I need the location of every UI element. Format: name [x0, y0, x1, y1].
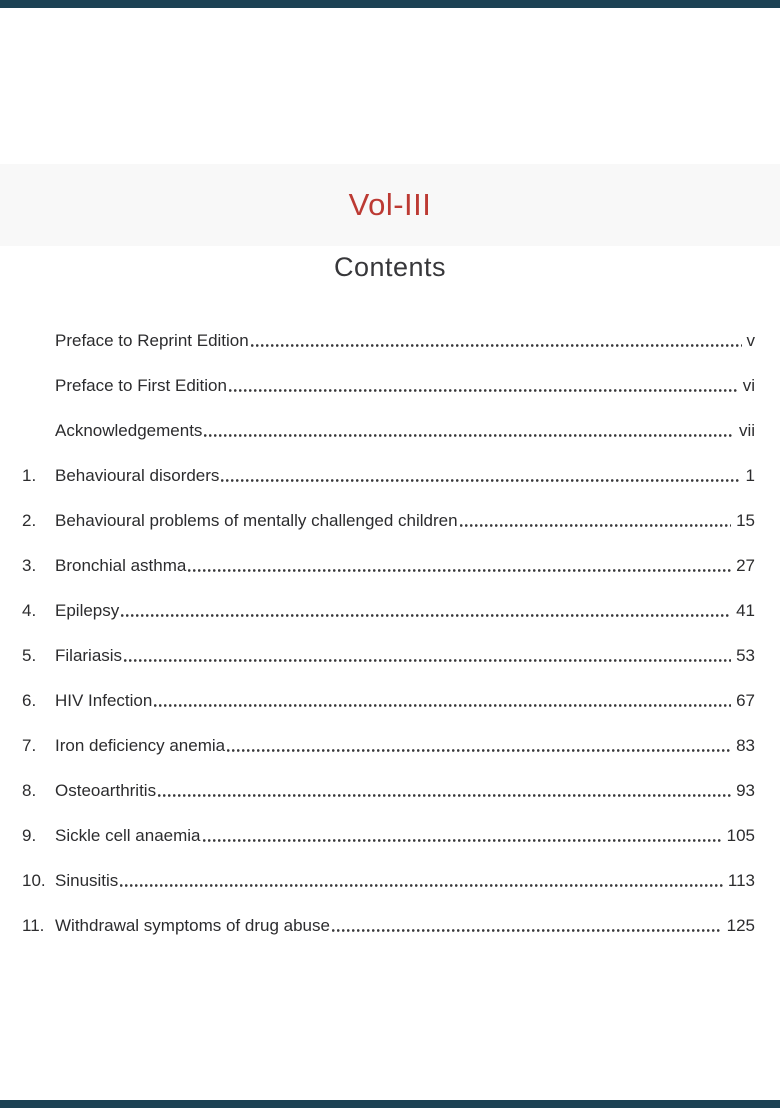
toc-entry-page: 113	[727, 871, 755, 890]
toc-entry-title: Behavioural disorders	[55, 466, 220, 485]
dot-leader	[154, 678, 731, 723]
dot-leader	[221, 453, 740, 498]
dot-leader	[203, 813, 722, 858]
dot-leader	[251, 318, 742, 363]
toc-row	[22, 678, 755, 723]
toc-row	[22, 903, 755, 948]
dot-leader	[332, 903, 722, 948]
toc-entry-number: 5.	[22, 646, 37, 665]
dot-leader	[120, 858, 723, 903]
toc-entry-title: Bronchial asthma	[55, 556, 187, 575]
toc-row	[22, 318, 755, 363]
toc-row	[22, 813, 755, 858]
toc-entry-page: 1	[745, 466, 755, 485]
toc-entry-number	[22, 318, 55, 363]
dot-leader	[188, 543, 731, 588]
dot-leader	[227, 723, 731, 768]
toc-entry-number	[22, 408, 55, 453]
toc-entry-page: 93	[736, 781, 755, 800]
toc-entry-title: Behavioural problems of mentally challenged children	[55, 511, 458, 530]
volume-title: Vol-III	[348, 187, 432, 222]
toc-entry-title: Preface to First Edition	[55, 376, 227, 395]
dot-leader	[124, 633, 731, 678]
toc-row	[22, 858, 755, 903]
toc-entry-number: 9.	[22, 826, 37, 845]
toc-entry-page: 105	[726, 826, 755, 845]
toc-entry-title: Preface to Reprint Edition	[55, 331, 249, 350]
toc-entry-page: v	[746, 331, 755, 350]
toc-entry-page: 41	[736, 601, 755, 620]
toc-entry-number: 7.	[22, 736, 37, 755]
toc-row	[22, 588, 755, 633]
dot-leader	[229, 363, 738, 408]
toc-entry-page: 67	[736, 691, 755, 710]
toc-entry-number: 2.	[22, 511, 37, 530]
toc-entry-title: Filariasis	[55, 646, 123, 665]
dot-leader	[460, 498, 732, 543]
toc-entry-title: Withdrawal symptoms of drug abuse	[55, 916, 330, 935]
toc-row	[22, 363, 755, 408]
volume-band	[0, 164, 780, 246]
toc-entry-page: 125	[726, 916, 755, 935]
toc-entry-number: 1.	[22, 466, 37, 485]
toc-list	[22, 318, 755, 948]
toc-entry-title: Osteoarthritis	[55, 781, 157, 800]
page-top-edge	[0, 0, 780, 8]
toc-entry-title: HIV Infection	[55, 691, 153, 710]
toc-row	[22, 723, 755, 768]
toc-entry-number: 11.	[22, 916, 45, 935]
toc-row	[22, 408, 755, 453]
toc-entry-page: 83	[736, 736, 755, 755]
toc-row	[22, 768, 755, 813]
toc-row	[22, 453, 755, 498]
toc-row	[22, 633, 755, 678]
dot-leader	[204, 408, 734, 453]
toc-entry-number: 4.	[22, 601, 37, 620]
dot-leader	[158, 768, 731, 813]
contents-heading: Contents	[333, 252, 447, 282]
toc-entry-title: Iron deficiency anemia	[55, 736, 226, 755]
dot-leader	[121, 588, 731, 633]
toc-row	[22, 498, 755, 543]
toc-entry-page: vi	[742, 376, 755, 395]
toc-entry-title: Acknowledgements	[55, 421, 203, 440]
toc-entry-title: Sickle cell anaemia	[55, 826, 201, 845]
toc-entry-number: 6.	[22, 691, 37, 710]
toc-entry-page: 27	[736, 556, 755, 575]
toc-entry-number: 8.	[22, 781, 37, 800]
toc-entry-number: 3.	[22, 556, 37, 575]
toc-entry-number	[22, 363, 55, 408]
toc-entry-page: 15	[736, 511, 755, 530]
toc-entry-page: 53	[736, 646, 755, 665]
toc-entry-title: Epilepsy	[55, 601, 120, 620]
toc-row	[22, 543, 755, 588]
page-bottom-edge	[0, 1100, 780, 1108]
toc-entry-page: vii	[738, 421, 755, 440]
toc-entry-number: 10.	[22, 871, 46, 890]
toc-entry-title: Sinusitis	[55, 871, 119, 890]
